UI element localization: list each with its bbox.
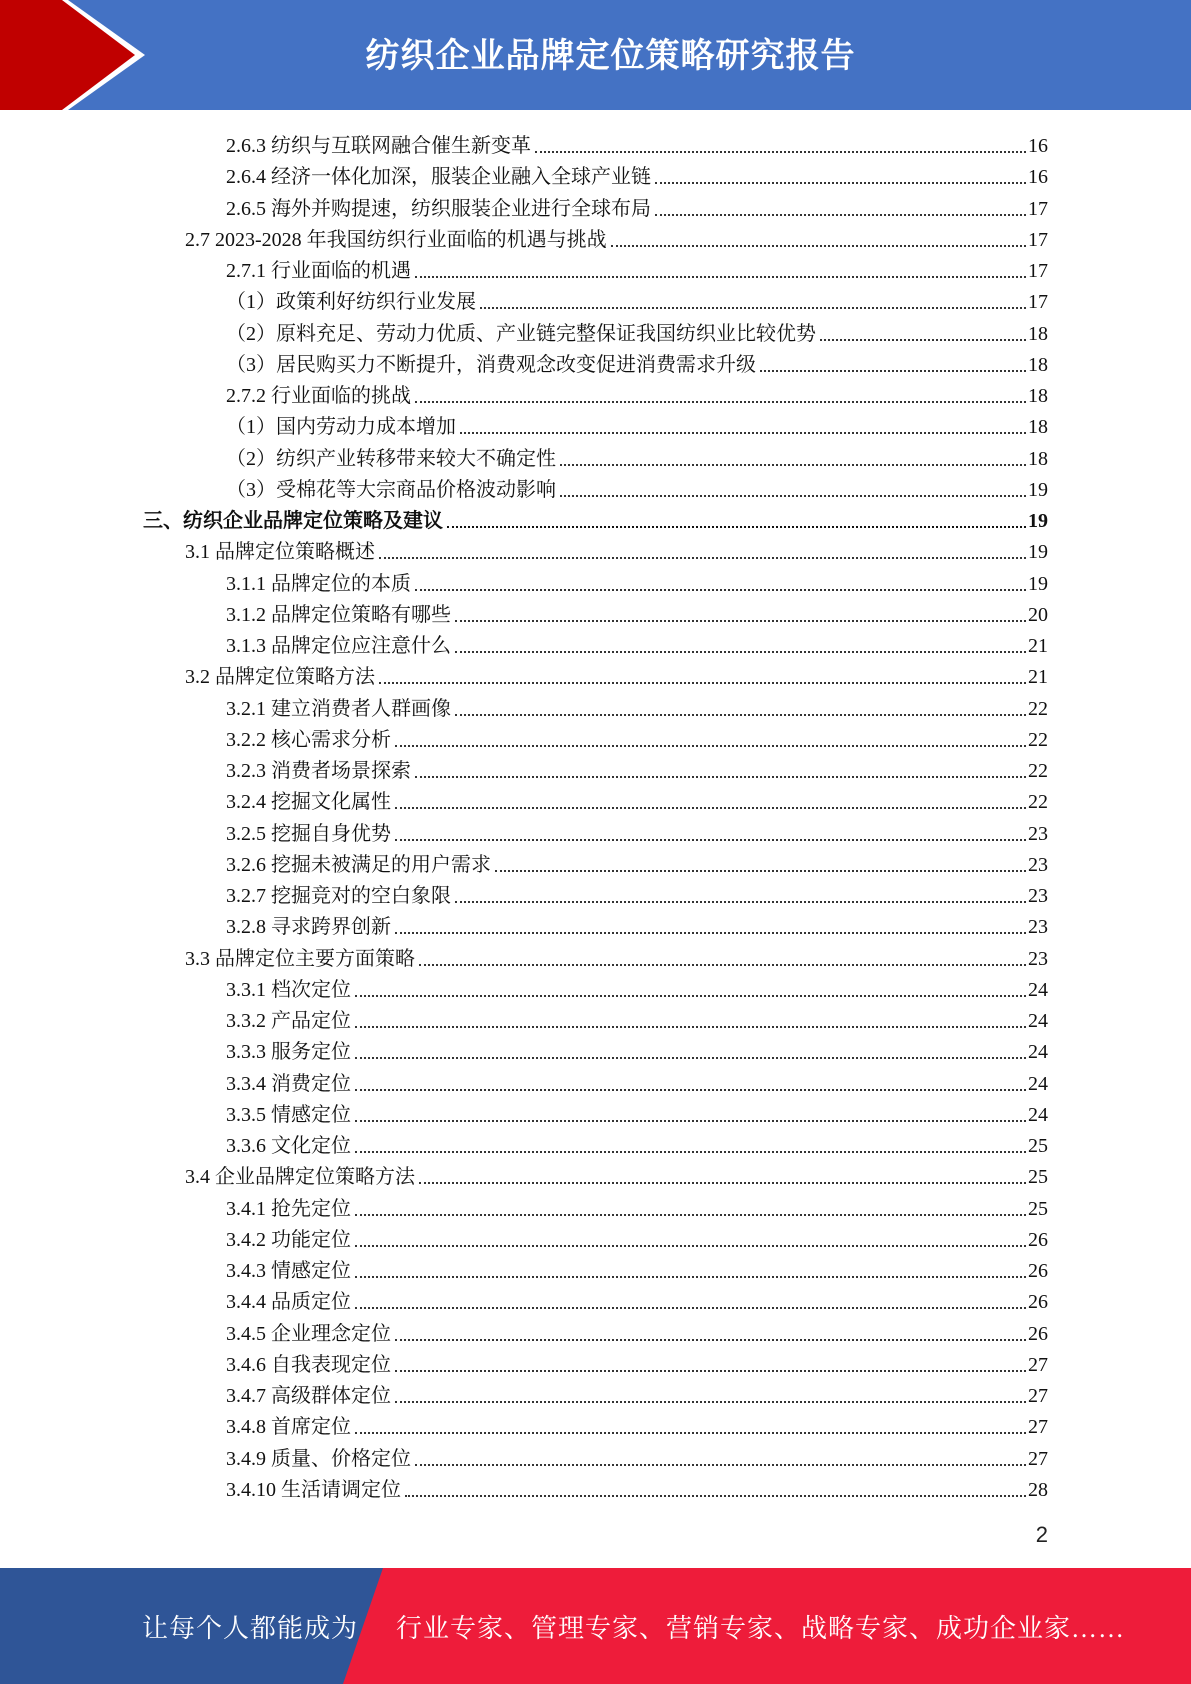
toc-entry-title: （2）原料充足、劳动力优质、产业链完整保证我国纺织业比较优势: [226, 322, 816, 345]
toc-entry-title: 2.7.1 行业面临的机遇: [226, 260, 411, 282]
toc-entry-page: 22: [1028, 791, 1048, 814]
toc-dot-leader: [355, 1057, 1026, 1059]
toc-entry-title: 3.3.1 档次定位: [226, 978, 351, 1001]
toc-entry-page: 25: [1028, 1197, 1048, 1220]
toc-dot-leader: [355, 1245, 1026, 1247]
toc-entry[interactable]: [226, 815, 1048, 846]
toc-dot-leader: [395, 807, 1026, 809]
toc-dot-leader: [395, 932, 1026, 934]
toc-entry-page: 26: [1028, 1322, 1048, 1345]
toc-dot-leader: [760, 370, 1026, 372]
toc-entry-page: 17: [1028, 260, 1048, 282]
toc-dot-leader: [415, 401, 1026, 403]
toc-entry[interactable]: [226, 1377, 1048, 1408]
toc-entry[interactable]: [185, 658, 1048, 689]
toc-entry[interactable]: [226, 783, 1048, 814]
toc-entry-page: 23: [1028, 947, 1048, 970]
toc-entry-page: 25: [1028, 1166, 1048, 1189]
toc-entry[interactable]: [226, 908, 1048, 939]
report-title: 纺织企业品牌定位策略研究报告: [365, 35, 856, 76]
toc-dot-leader: [560, 464, 1026, 466]
toc-dot-leader: [495, 870, 1026, 872]
toc-entry[interactable]: [226, 971, 1048, 1002]
toc-entry-page: 17: [1028, 228, 1048, 251]
toc-entry-title: 3.4.6 自我表现定位: [226, 1353, 391, 1376]
toc-entry-page: 22: [1028, 728, 1048, 751]
toc-entry-title: 3.4.8 首席定位: [226, 1416, 351, 1439]
toc-dot-leader: [415, 1464, 1026, 1466]
toc-entry-page: 26: [1028, 1228, 1048, 1251]
toc-entry-title: （3）受棉花等大宗商品价格波动影响: [226, 478, 556, 501]
toc-dot-leader: [535, 151, 1026, 153]
toc-entry-page: 26: [1028, 1291, 1048, 1314]
toc-dot-leader: [355, 1432, 1026, 1434]
toc-entry[interactable]: [226, 627, 1048, 658]
toc-entry-title: 3.2.6 挖掘未被满足的用户需求: [226, 853, 491, 876]
toc-entry-title: 3.4.5 企业理念定位: [226, 1322, 391, 1345]
toc-entry[interactable]: [185, 221, 1048, 252]
toc-entry[interactable]: [226, 1252, 1048, 1283]
toc-entry-page: 24: [1028, 1041, 1048, 1064]
toc-entry-title: 3.3.3 服务定位: [226, 1041, 351, 1064]
toc-entry-page: 24: [1028, 1103, 1048, 1126]
toc-dot-leader: [655, 182, 1026, 184]
toc-entry[interactable]: [226, 1283, 1048, 1314]
page-footer: [0, 1568, 1191, 1684]
toc-entry-title: 3.1.1 品牌定位的本质: [226, 572, 411, 595]
footer-slogan-left: 让每个人都能成为: [142, 1613, 359, 1643]
toc-entry[interactable]: [226, 1190, 1048, 1221]
toc-dot-leader: [355, 1307, 1026, 1309]
toc-entry-page: 27: [1028, 1416, 1048, 1439]
toc-entry[interactable]: [226, 1002, 1048, 1033]
toc-entry[interactable]: [226, 1096, 1048, 1127]
toc-dot-leader: [395, 1401, 1026, 1403]
toc-entry-title: 3.1 品牌定位策略概述: [185, 541, 375, 564]
toc-dot-leader: [355, 1089, 1026, 1091]
toc-entry[interactable]: [226, 283, 1048, 314]
toc-dot-leader: [419, 964, 1026, 966]
toc-entry[interactable]: [226, 846, 1048, 877]
toc-entry-page: 16: [1028, 166, 1048, 189]
toc-entry[interactable]: [226, 408, 1048, 439]
toc-entry-page: 24: [1028, 1010, 1048, 1032]
toc-entry-page: 17: [1028, 197, 1048, 220]
toc-entry-title: （1）政策利好纺织行业发展: [226, 291, 476, 314]
toc-entry[interactable]: [185, 533, 1048, 564]
toc-entry-title: 3.4.3 情感定位: [226, 1260, 351, 1282]
toc-entry-title: 3.4.9 质量、价格定位: [226, 1447, 411, 1470]
toc-entry-page: 25: [1028, 1135, 1048, 1157]
toc-entry-page: 19: [1028, 478, 1048, 501]
toc-dot-leader: [460, 432, 1026, 434]
toc-entry-page: 20: [1028, 603, 1048, 626]
toc-entry-page: 18: [1028, 385, 1048, 407]
toc-entry-title: 3.2.2 核心需求分析: [226, 728, 391, 751]
toc-entry[interactable]: [226, 1065, 1048, 1096]
toc-entry-page: 28: [1028, 1478, 1048, 1501]
toc-entry-page: 18: [1028, 353, 1048, 376]
toc-entry-page: 22: [1028, 697, 1048, 720]
toc-dot-leader: [455, 714, 1026, 716]
toc-entry[interactable]: [226, 565, 1048, 596]
toc-dot-leader: [820, 339, 1026, 341]
toc-entry-title: 3.2.8 寻求跨界创新: [226, 916, 391, 939]
toc-dot-leader: [395, 1339, 1026, 1341]
toc-entry-title: 3.4.4 品质定位: [226, 1291, 351, 1314]
toc-entry-page: 19: [1028, 572, 1048, 595]
toc-entry-page: 23: [1028, 853, 1048, 876]
toc-entry-page: 21: [1028, 635, 1048, 657]
toc-dot-leader: [355, 995, 1026, 997]
toc-entry-title: （3）居民购买力不断提升，消费观念改变促进消费需求升级: [226, 353, 756, 376]
toc-dot-leader: [355, 1214, 1026, 1216]
page-number: 2: [1035, 1522, 1048, 1547]
toc-dot-leader: [405, 1495, 1026, 1497]
toc-entry-title: 3.2.4 挖掘文化属性: [226, 791, 391, 814]
toc-entry[interactable]: [226, 1127, 1048, 1158]
page-header: [0, 0, 1191, 110]
toc-dot-leader: [355, 1151, 1026, 1153]
toc-entry-page: 26: [1028, 1260, 1048, 1282]
toc-dot-leader: [355, 1276, 1026, 1278]
toc-entry-page: 16: [1028, 135, 1048, 157]
toc-entry-page: 24: [1028, 1072, 1048, 1095]
toc-entry-page: 18: [1028, 447, 1048, 470]
toc-entry-page: 23: [1028, 822, 1048, 845]
toc-entry[interactable]: [185, 1158, 1048, 1189]
toc-entry[interactable]: [226, 127, 1048, 158]
toc-dot-leader: [395, 1370, 1026, 1372]
toc-entry-title: 3.3.5 情感定位: [226, 1103, 351, 1126]
toc-entry[interactable]: [226, 346, 1048, 377]
toc-entry-title: 2.6.3 纺织与互联网融合催生新变革: [226, 135, 531, 157]
toc-entry[interactable]: [226, 1408, 1048, 1439]
toc-entry-title: 2.7.2 行业面临的挑战: [226, 385, 411, 407]
toc-entry[interactable]: [226, 752, 1048, 783]
toc-entry[interactable]: [226, 190, 1048, 221]
toc-entry[interactable]: [226, 315, 1048, 346]
toc-dot-leader: [379, 682, 1026, 684]
toc-entry-page: 27: [1028, 1447, 1048, 1470]
toc-entry-page: 24: [1028, 978, 1048, 1001]
toc-entry-title: 3.1.3 品牌定位应注意什么: [226, 635, 451, 657]
toc-entry-title: 三、纺织企业品牌定位策略及建议: [143, 510, 443, 532]
toc-dot-leader: [355, 1026, 1026, 1028]
toc-dot-leader: [455, 651, 1026, 653]
toc-entry[interactable]: [226, 1315, 1048, 1346]
toc-entry[interactable]: [143, 502, 1048, 533]
toc-entry[interactable]: [226, 877, 1048, 908]
toc-entry-title: 3.2 品牌定位策略方法: [185, 666, 375, 689]
toc-dot-leader: [455, 901, 1026, 903]
toc-dot-leader: [379, 557, 1026, 559]
toc-dot-leader: [480, 307, 1026, 309]
toc-entry-page: 18: [1028, 416, 1048, 439]
toc-dot-leader: [415, 276, 1026, 278]
footer-slogan-right: 行业专家、管理专家、营销专家、战略专家、成功企业家……: [396, 1613, 1126, 1643]
toc-entry[interactable]: [226, 1221, 1048, 1252]
toc-entry-title: 3.1.2 品牌定位策略有哪些: [226, 603, 451, 626]
toc-entry[interactable]: [226, 377, 1048, 408]
toc-entry-title: 3.2.1 建立消费者人群画像: [226, 697, 451, 720]
toc-entry-title: 3.2.5 挖掘自身优势: [226, 822, 391, 845]
toc-dot-leader: [395, 839, 1026, 841]
toc-dot-leader: [395, 745, 1026, 747]
toc-entry[interactable]: [226, 690, 1048, 721]
toc-entry-title: 3.3 品牌定位主要方面策略: [185, 947, 415, 970]
toc-entry-page: 27: [1028, 1385, 1048, 1407]
toc-entry-page: 27: [1028, 1353, 1048, 1376]
toc-entry[interactable]: [226, 721, 1048, 752]
toc-entry-title: 3.4.2 功能定位: [226, 1228, 351, 1251]
toc-entry[interactable]: [226, 471, 1048, 502]
toc-entry-title: 2.7 2023-2028 年我国纺织行业面临的机遇与挑战: [185, 228, 607, 251]
toc-entry[interactable]: [226, 1440, 1048, 1471]
toc-dot-leader: [355, 1120, 1026, 1122]
toc-entry-page: 19: [1028, 510, 1048, 532]
toc-entry-page: 21: [1028, 666, 1048, 689]
toc-entry-title: （1）国内劳动力成本增加: [226, 416, 456, 439]
toc-entry-page: 17: [1028, 291, 1048, 314]
toc-entry-page: 19: [1028, 541, 1048, 564]
toc-entry-page: 22: [1028, 760, 1048, 782]
toc-entry-title: 3.4.7 高级群体定位: [226, 1385, 391, 1407]
toc-entry[interactable]: [226, 440, 1048, 471]
toc-entry-title: （2）纺织产业转移带来较大不确定性: [226, 447, 556, 470]
toc-dot-leader: [611, 245, 1026, 247]
toc-entry-title: 2.6.4 经济一体化加深，服装企业融入全球产业链: [226, 166, 651, 189]
toc-entry[interactable]: [226, 1346, 1048, 1377]
toc-entry-title: 3.3.4 消费定位: [226, 1072, 351, 1095]
toc-entry-title: 3.2.7 挖掘竞对的空白象限: [226, 885, 451, 907]
toc-entry-title: 3.4.10 生活请调定位: [226, 1478, 401, 1501]
toc-entry[interactable]: [226, 252, 1048, 283]
toc-entry-title: 3.2.3 消费者场景探索: [226, 760, 411, 782]
toc-entry[interactable]: [226, 158, 1048, 189]
toc-entry[interactable]: [226, 1471, 1048, 1502]
toc-entry-title: 3.3.2 产品定位: [226, 1010, 351, 1032]
toc-entry[interactable]: [226, 1033, 1048, 1064]
toc-entry-title: 3.3.6 文化定位: [226, 1135, 351, 1157]
toc-dot-leader: [455, 620, 1026, 622]
toc-dot-leader: [415, 589, 1026, 591]
toc-entry-title: 3.4.1 抢先定位: [226, 1197, 351, 1220]
toc-dot-leader: [560, 495, 1026, 497]
toc-entry-title: 2.6.5 海外并购提速，纺织服装企业进行全球布局: [226, 197, 651, 220]
toc-entry[interactable]: [185, 940, 1048, 971]
toc-entry-page: 23: [1028, 916, 1048, 939]
toc-entry-title: 3.4 企业品牌定位策略方法: [185, 1166, 415, 1189]
toc-dot-leader: [655, 214, 1026, 216]
toc-dot-leader: [419, 1182, 1026, 1184]
toc-dot-leader: [415, 776, 1026, 778]
toc-entry[interactable]: [226, 596, 1048, 627]
toc-entry-page: 18: [1028, 322, 1048, 345]
toc-dot-leader: [447, 526, 1026, 528]
toc-entry-page: 23: [1028, 885, 1048, 907]
